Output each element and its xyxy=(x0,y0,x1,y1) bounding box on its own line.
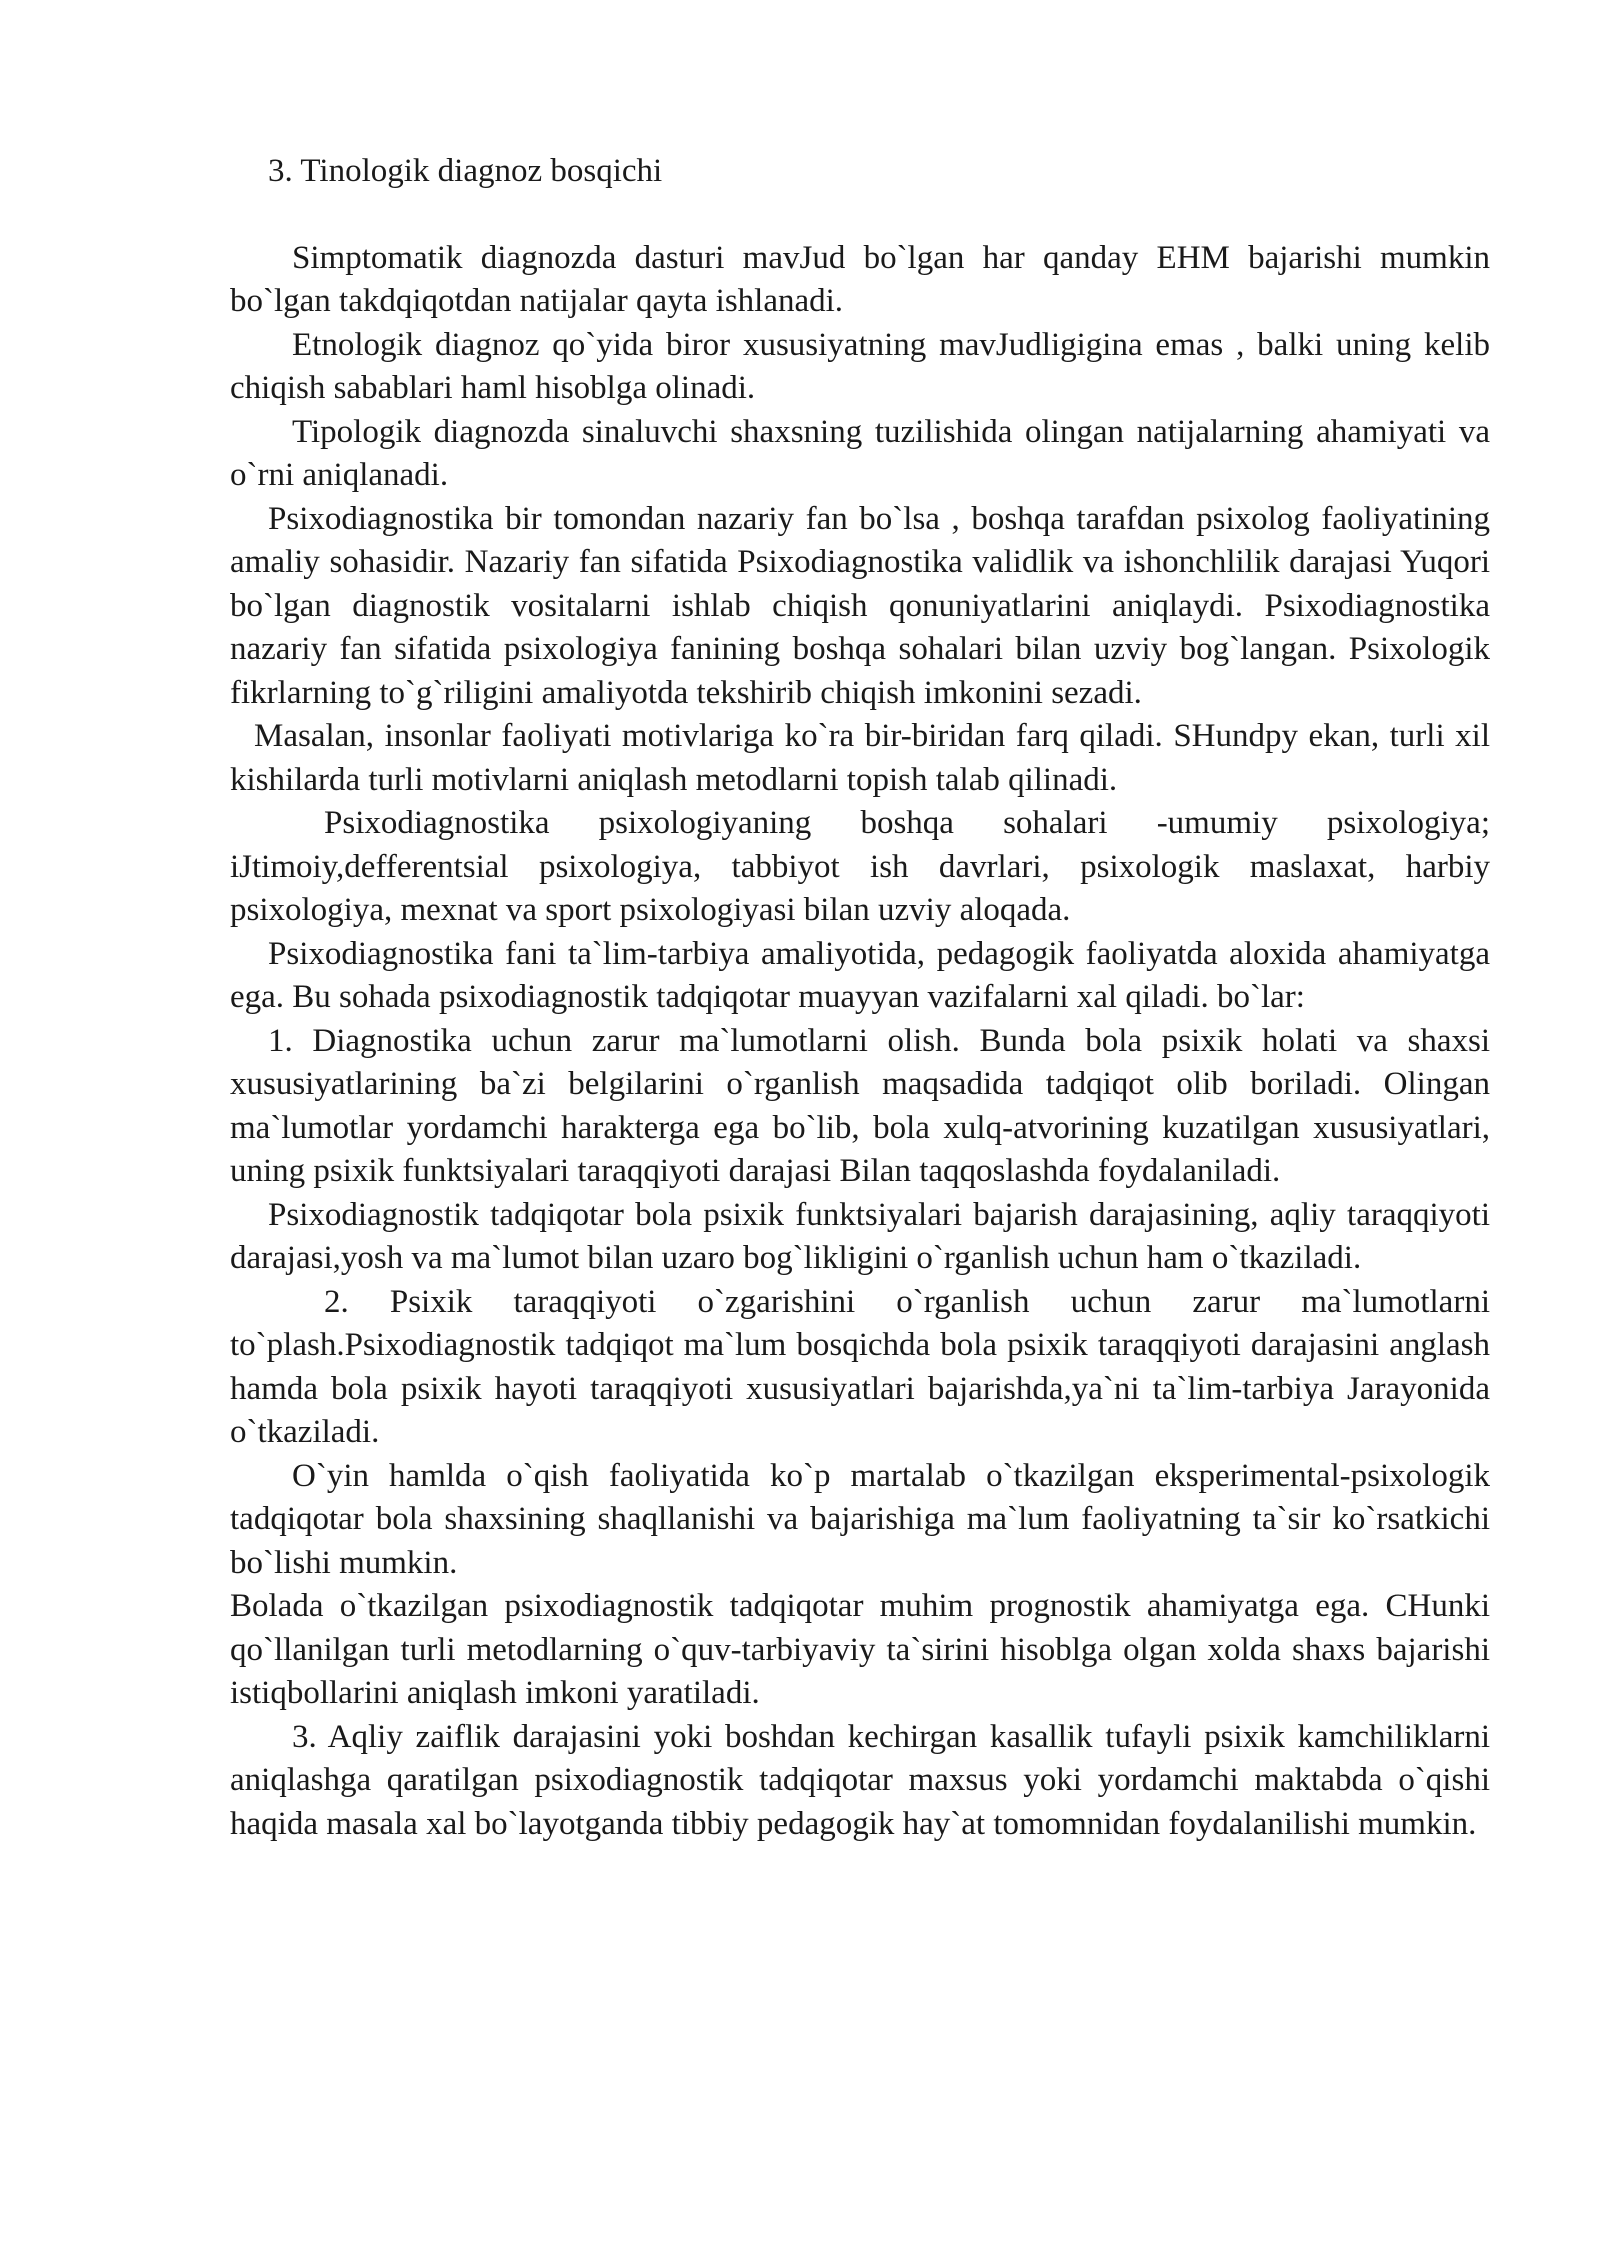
section-heading: 3. Tinologik diagnoz bosqichi xyxy=(268,153,663,189)
paragraph-sohalari: Psixodiagnostika psixologiyaning boshqa sohalari -umumiy psixologiya; iJtimoiy,defferentsial psixologiya, tabbiyot ish davrlari, psixologik maslaxat, harbiy psixologiya, mexnat va sport psixologiyasi bilan uzviy aloqada. xyxy=(230,805,1490,928)
paragraph-bolada: Bolada o`tkazilgan psixodiagnostik tadqiqotar muhim prognostik ahamiyatga ega. CHunki qo`llanilgan turli metodlarning o`quv-tarbiyaviy ta`sirini hisoblga olgan xolda shaxs bajarishi istiqbollarini aniqlash imkoni yaratiladi. xyxy=(230,1588,1490,1711)
paragraph-masalan: Masalan, insonlar faoliyati motivlariga ko`ra bir-biridan farq qiladi. SHundpy ekan, turli xil kishilarda turli motivlarni aniqlash metodlarni topish talab qilinadi. xyxy=(230,718,1490,798)
paragraph-tadqiqotar: Psixodiagnostik tadqiqotar bola psixik funktsiyalari bajarish darajasining, aqliy taraqqiyoti darajasi,yosh va ma`lumot bilan uzaro bog`likligini o`rganlish uchun ham o`tkaziladi. xyxy=(230,1196,1490,1276)
document-body xyxy=(230,150,1490,1846)
paragraph-item-2: 2. Psixik taraqqiyoti o`zgarishini o`rganlish uchun zarur ma`lumotlarni to`plash.Psixodiagnostik tadqiqot ma`lum bosqichda bola psixik taraqqiyoti darajasini anglash hamda bola psixik hayoti taraqqiyoti xususiyatlari bajarishda,ya`ni ta`lim-tarbiya Jarayonida o`tkaziladi. xyxy=(230,1283,1490,1450)
paragraph-tipologik: Tipologik diagnozda sinaluvchi shaxsning tuzilishida olingan natijalarning ahamiyati va o`rni aniqlanadi. xyxy=(230,413,1490,493)
paragraph-item-1: 1. Diagnostika uchun zarur ma`lumotlarni olish. Bunda bola psixik holati va shaxsi xususiyatlarining ba`zi belgilarini o`rganlish maqsadida tadqiqot olib boriladi. Olingan ma`lumotlar yordamchi harakterga ega bo`lib, bola xulq-atvorining kuzatilgan xususiyatlari, uning psixik funktsiyalari taraqqiyoti darajasi Bilan taqqoslashda foydalaniladi. xyxy=(230,1022,1490,1189)
paragraph-etnologik: Etnologik diagnoz qo`yida biror xususiyatning mavJudligigina emas , balki uning kelib chiqish sabablari haml hisoblga olinadi. xyxy=(230,326,1490,406)
paragraph-item-3: 3. Aqliy zaiflik darajasini yoki boshdan kechirgan kasallik tufayli psixik kamchiliklarni aniqlashga qaratilgan psixodiagnostik tadqiqotar maxsus yoki yordamchi maktabda o`qishi haqida masala xal bo`layotganda tibbiy pedagogik hay`at tomomnidan foydalanilishi mumkin. xyxy=(230,1718,1490,1842)
paragraph-psixodiagnostika-nazariy: Psixodiagnostika bir tomondan nazariy fan bo`lsa , boshqa tarafdan psixolog faoliyatining amaliy sohasidir. Nazariy fan sifatida Psixodiagnostika validlik va ishonchlilik darajasi Yuqori bo`lgan diagnostik vositalarni ishlab chiqish qonuniyatlarini aniqlaydi. Psixodiagnostika nazariy fan sifatida psixologiya fanining boshqa sohalari bilan uzviy bog`langan. Psixologik fikrlarning to`g`riligini amaliyotda tekshirib chiqish imkonini sezadi. xyxy=(230,500,1490,711)
paragraph-oyin: O`yin hamlda o`qish faoliyatida ko`p martalab o`tkazilgan eksperimental-psixologik tadqiqotar bola shaxsining shaqllanishi va bajarishiga ma`lum faoliyatning ta`sir ko`rsatkichi bo`lishi mumkin. xyxy=(230,1457,1490,1581)
paragraph-simptomatik: Simptomatik diagnozda dasturi mavJud bo`lgan har qanday EHM bajarishi mumkin bo`lgan takdqiqotdan natijalar qayta ishlanadi. xyxy=(230,239,1490,319)
paragraph-talim-tarbiya: Psixodiagnostika fani ta`lim-tarbiya amaliyotida, pedagogik faoliyatda aloxida ahamiyatga ega. Bu sohada psixodiagnostik tadqiqotar muayyan vazifalarni xal qiladi. bo`lar: xyxy=(230,935,1490,1015)
